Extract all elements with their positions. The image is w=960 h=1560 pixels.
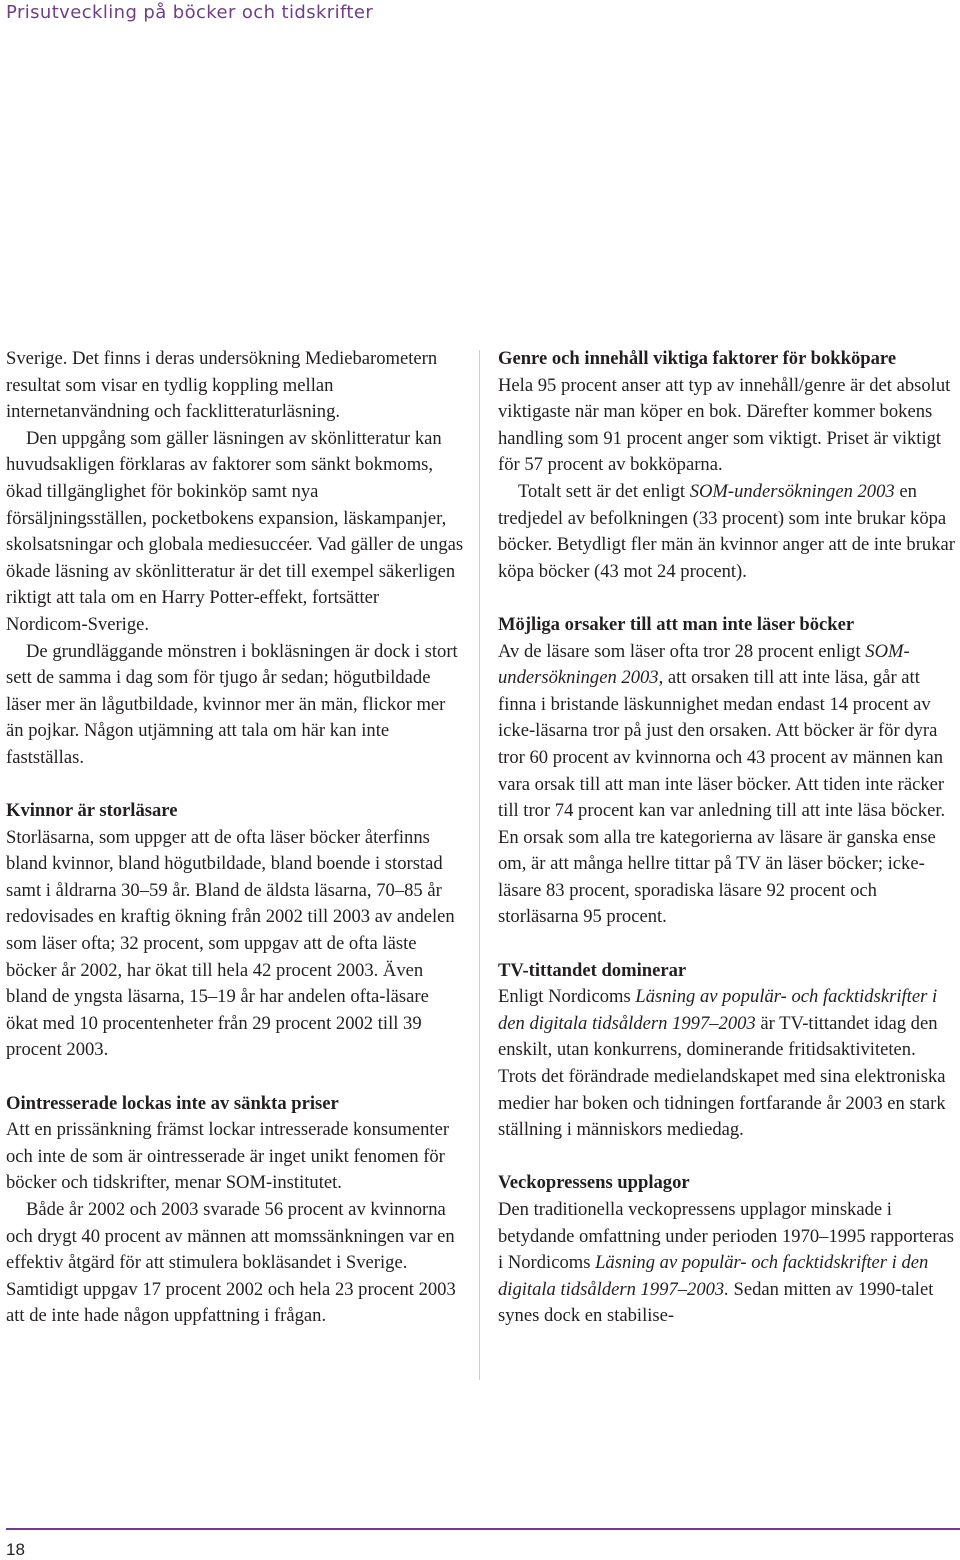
- paragraph: [498, 639, 956, 932]
- publication-title: SOM-undersökningen 2003: [689, 480, 895, 502]
- publication-title: Läsning av populär- och facktidskrifter i den digitala tidsåldern 1997–2003.: [498, 1252, 929, 1300]
- paragraph: Både år 2002 och 2003 svarade 56 procent av kvinnorna och drygt 40 procent av männen att momssänkningen var en effektiv åtgärd för att stimulera bokläsandet i Sverige. Samtidigt uppgav 17 procent 2002 och hela 23 procent 2003 att de inte hade någon uppfattning i frågan.: [6, 1199, 456, 1327]
- paragraph: [498, 984, 956, 1144]
- text-run: , att orsaken till att inte läsa, går att finna i bristande läskunnighet medan endast 14 procent av icke-läsarna tror på just den orsaken. Att böcker är för dyra tror 60 procent av kvinnorna och 43 procent av männen kan vara orsak till att man inte läser böcker. Att tiden inte räcker till tror 74 procent kan var anledning till att inte läsa böcker. En orsak som alla tre kategorierna av läsare är ganska ense om, är att många hellre tittar på TV än läser böcker; icke-läsare 83 procent, sporadiska läsare 92 procent och storläsarna 95 procent.: [498, 667, 946, 928]
- text-run: är TV-tittandet idag den enskilt, utan konkurrens, dominerande fritidsaktiviteten. Trots det förändrade medielandskapet med sina elektroniska medier har boken och tidningen fortfarande år 2003 en stark ställning i människors mediedag.: [498, 1012, 946, 1141]
- left-column: [6, 346, 464, 1330]
- right-column: [498, 346, 956, 1330]
- text-run: Enligt Nordicoms: [498, 986, 636, 1008]
- section-heading-ointresserade: Ointresserade lockas inte av sänkta priser: [6, 1092, 339, 1114]
- page-number: 18: [6, 1540, 25, 1559]
- running-head: Prisutveckling på böcker och tidskrifter: [6, 2, 374, 23]
- paragraph: [498, 1197, 956, 1330]
- paragraph: [498, 479, 956, 585]
- text-run: Den traditionella veckopressens upplagor minskade i betydande omfattning under perioden 1970–1995 rapporteras i Nordicoms: [498, 1199, 954, 1274]
- text-run: Av de läsare som läser ofta tror 28 procent enligt: [498, 640, 866, 662]
- section-heading-veckopressens: Veckopressens upplagor: [498, 1172, 690, 1194]
- footer-rule: [6, 1528, 960, 1530]
- paragraph: Den uppgång som gäller läsningen av skönlitteratur kan huvudsakligen förklaras av faktorer som sänkt bokmoms, ökad tillgänglighet för bokinköp samt nya försäljningsställen, pocketbokens expansion, läskampanjer, skolsatsningar och globala mediesuccéer. Vad gäller de ungas ökade läsning av skönlitteratur är det till exempel säkerligen riktigt att tala om en Harry Potter-effekt, fortsätter Nordicom-Sverige.: [6, 427, 464, 635]
- paragraph: Att en prissänkning främst lockar intresserade konsumenter och inte de som är ointresserade är inget unikt fenomen för böcker och tidskrifter, menar SOM-institutet.: [6, 1119, 450, 1194]
- paragraph: De grundläggande mönstren i bokläsningen är dock i stort sett de samma i dag som för tjugo år sedan; högutbildade läser mer än lågutbildade, kvinnor mer än män, flickor mer än pojkar. Någon utjämning att tala om här kan inte fastställas.: [6, 640, 458, 768]
- publication-title: Läsning av populär- och facktidskrifter i den digitala tidsåldern 1997–2003: [498, 986, 938, 1034]
- paragraph: Storläsarna, som uppger att de ofta läser böcker återfinns bland kvinnor, bland högutbildade, bland boende i storstad samt i åldrarna 30–59 år. Bland de äldsta läsarna, 70–85 år redovisades en kraftig ökning från 2002 till 2003 av andelen som läser ofta; 32 procent, som uppgav att de ofta läste böcker år 2002, har ökat till hela 42 procent 2003. Även bland de yngsta läsarna, 15–19 år har andelen ofta-läsare ökat med 10 procentenheter från 29 procent 2002 till 39 procent 2003.: [6, 826, 455, 1061]
- section-heading-genre: Genre och innehåll viktiga faktorer för bokköpare: [498, 348, 897, 369]
- publication-title: SOM-undersökningen 2003: [498, 640, 910, 689]
- paragraph: Hela 95 procent anser att typ av innehåll/genre är det absolut viktigaste när man köper en bok. Därefter kommer bokens handling som 91 procent anger som viktigt. Priset är viktigt för 57 procent av bokköparna.: [498, 374, 951, 476]
- section-heading-tv: TV-tittandet dominerar: [498, 959, 687, 981]
- section-heading-orsaker: Möjliga orsaker till att man inte läser böcker: [498, 613, 855, 635]
- paragraph: Sverige. Det finns i deras undersökning Mediebarometern resultat som visar en tydlig koppling mellan internetanvändning och facklitteraturläsning.: [6, 348, 438, 423]
- text-run: Sedan mitten av 1990-talet synes dock en stabilise-: [498, 1278, 934, 1327]
- text-run: Totalt sett är det enligt: [518, 480, 690, 502]
- text-run: en tredjedel av befolkningen (33 procent) som inte brukar köpa böcker. Betydligt fler män än kvinnor anger att de inte brukar köpa böcker (43 mot 24 procent).: [498, 480, 955, 582]
- column-divider: [479, 350, 480, 1380]
- section-heading-kvinnor: Kvinnor är storläsare: [6, 800, 178, 822]
